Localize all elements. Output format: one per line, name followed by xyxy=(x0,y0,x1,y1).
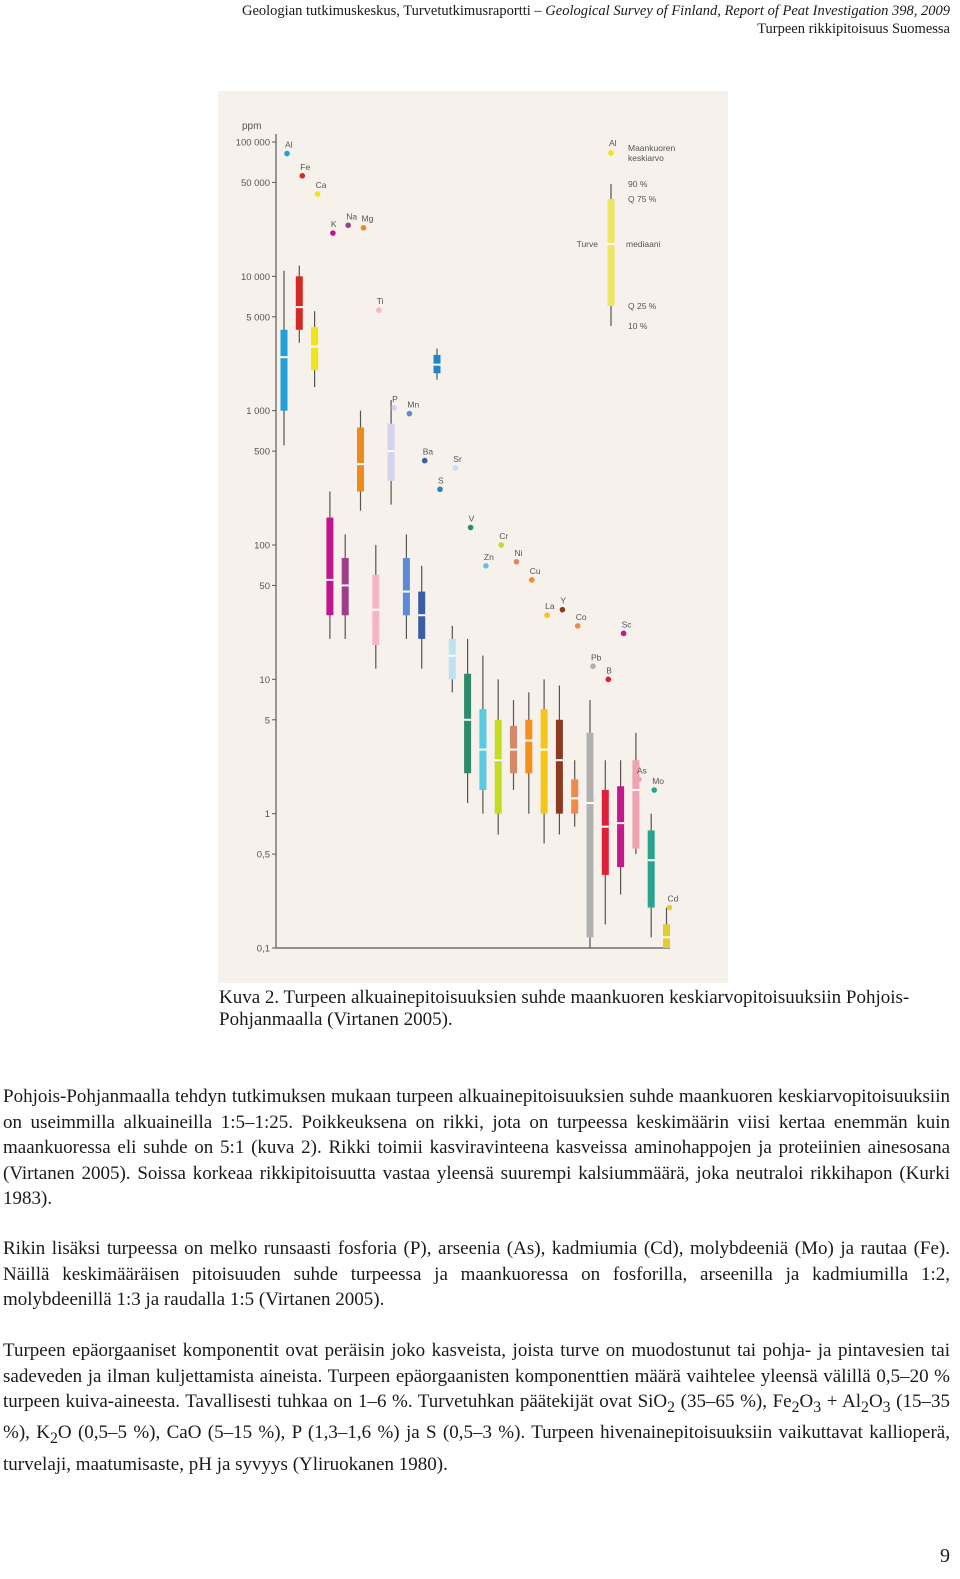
crust-average-dot xyxy=(376,307,382,313)
crust-average-dot xyxy=(498,542,504,548)
element-label: Al xyxy=(285,139,293,150)
element-label: S xyxy=(438,475,444,486)
y-tick-label: 50 000 xyxy=(240,177,270,189)
crust-average-dot xyxy=(575,623,581,629)
iqr-box xyxy=(403,558,410,615)
iqr-box xyxy=(464,674,471,773)
page-number: 9 xyxy=(940,1545,950,1567)
element-label: Fe xyxy=(300,161,311,172)
y-tick-label: 100 000 xyxy=(235,137,270,149)
legend-crust-label-2: keskiarvo xyxy=(628,153,664,163)
y-tick-label: 5 000 xyxy=(246,312,270,324)
crust-average-dot xyxy=(361,225,367,231)
y-tick-label: 500 xyxy=(254,446,270,458)
crust-average-dot xyxy=(422,458,428,464)
iqr-box xyxy=(571,779,578,813)
element-label: Pb xyxy=(591,652,602,663)
element-label: La xyxy=(545,601,555,612)
iqr-box xyxy=(449,639,456,679)
element-label: K xyxy=(330,219,337,230)
element-label: As xyxy=(636,765,647,776)
crust-average-dot xyxy=(330,230,336,236)
crust-average-dot xyxy=(483,563,489,569)
legend-median-label: mediaani xyxy=(626,239,661,249)
header-source-italic: Geological Survey of Finland, Report of Peat Investigation 398, 2009 xyxy=(545,3,950,19)
legend-crust-dot xyxy=(608,150,614,156)
element-label: Cu xyxy=(529,565,541,576)
crust-average-dot xyxy=(590,664,596,670)
crust-average-dot xyxy=(606,677,612,683)
element-label: Ni xyxy=(514,547,523,558)
crust-average-dot xyxy=(391,405,397,411)
iqr-box xyxy=(342,558,349,615)
element-label: Sr xyxy=(453,453,462,464)
crust-average-dot xyxy=(621,631,627,637)
legend-q25-label: Q 25 % xyxy=(628,301,657,311)
iqr-box xyxy=(296,276,303,329)
crust-average-dot xyxy=(437,486,443,492)
y-tick-label: 0,1 xyxy=(256,943,270,955)
body-paragraph-1: Pohjois-Pohjanmaalla tehdyn tutkimuksen mukaan turpeen alkuainepitoisuuksien suhde maankuoren keskiarvopitoisuuksiin on useimmilla alkuaineilla 1:5–1:25. Poikkeuksena on rikki, jota on turpeessa keskimäärin viisi kertaa enemmän kuin maankuoressa eli suhde on 5:1 (kuva 2). Rikki toimii kasviravinteena kasveissa aminohappojen ja proteiinien ainesosana (Virtanen 2005). Soissa korkeaa rikkipitoisuutta vastaa yleensä suurempi kalsiummäärä, joka neutraloi rikkihapon (Kurki 1983). xyxy=(3,1086,950,1209)
element-label: Na xyxy=(346,211,358,222)
element-label: Ba xyxy=(422,446,434,457)
element-label: B xyxy=(606,665,612,676)
crust-average-dot xyxy=(667,905,673,911)
y-tick-label: 5 xyxy=(264,715,270,727)
crust-average-dot xyxy=(407,411,413,417)
crust-average-dot xyxy=(560,607,566,613)
iqr-box xyxy=(388,424,395,481)
crust-average-dot xyxy=(529,577,535,583)
iqr-box xyxy=(281,330,288,411)
y-tick-label: 0,5 xyxy=(256,849,270,861)
crust-average-dot xyxy=(453,465,459,471)
element-label: Ti xyxy=(376,296,384,307)
legend-p90-label: 90 % xyxy=(628,179,648,189)
iqr-box xyxy=(525,720,532,773)
iqr-box xyxy=(602,790,609,875)
y-tick-label: 1 xyxy=(264,809,270,821)
element-label: Mg xyxy=(361,213,374,224)
header-source-plain: Geologian tutkimuskeskus, Turvetutkimusraportti – xyxy=(241,3,546,19)
element-label: Y xyxy=(560,595,567,606)
y-tick-label: 10 000 xyxy=(240,271,270,283)
element-label: V xyxy=(468,513,475,524)
element-label: P xyxy=(392,393,398,404)
iqr-box xyxy=(556,720,563,814)
element-label: Co xyxy=(575,611,587,622)
y-tick-label: 50 xyxy=(259,580,270,592)
legend-box xyxy=(608,199,615,306)
crust-average-dot xyxy=(544,612,550,618)
crust-average-dot xyxy=(284,151,290,157)
crust-average-dot xyxy=(514,559,520,565)
figure-caption: Kuva 2. Turpeen alkuainepitoisuuksien suhde maankuoren keskiarvopitoisuuksiin Pohjois-Pohjanmaalla (Virtanen 2005). xyxy=(219,987,910,1030)
crust-average-dot xyxy=(345,222,351,228)
legend-p10-label: 10 % xyxy=(628,321,648,331)
element-label: Cd xyxy=(667,893,679,904)
element-label: Zn xyxy=(483,551,494,562)
element-label: Mo xyxy=(652,776,665,787)
legend-series-label: Turve xyxy=(576,239,598,249)
element-label: Mn xyxy=(407,399,420,410)
element-label: Ca xyxy=(315,180,327,191)
crust-average-dot xyxy=(468,525,474,531)
element-label: Cr xyxy=(499,531,509,541)
iqr-box xyxy=(587,733,594,938)
crust-average-dot xyxy=(300,173,306,179)
y-tick-label: 100 xyxy=(254,540,270,552)
legend-q75-label: Q 75 % xyxy=(628,194,657,204)
running-header-title: Turpeen rikkipitoisuus Suomessa xyxy=(757,21,950,37)
legend-element-label: Al xyxy=(609,138,617,148)
y-axis-unit-label: ppm xyxy=(242,121,262,132)
iqr-box xyxy=(663,924,670,948)
iqr-box xyxy=(495,720,502,814)
crust-average-dot xyxy=(651,787,657,793)
crust-average-dot xyxy=(315,191,321,197)
body-paragraph-2: Rikin lisäksi turpeessa on melko runsaasti fosforia (P), arseenia (As), kadmiumia (Cd), molybdeeniä (Mo) ja rautaa (Fe). Näillä keskimääräisen pitoisuuden suhde turpeessa ja maankuoressa on fosforilla, arseenilla ja kadmiumilla 1:2, molybdeenillä 1:3 ja raudalla 1:5 (Virtanen 2005). xyxy=(3,1238,950,1310)
body-paragraph-3: Turpeen epäorgaaniset komponentit ovat peräisin joko kasveista, joista turve on muodostunut tai pohja- ja pintavesien tai sadeveden ja ilman kuljettamista aineista. Turpeen epäorgaanisten komponenttien määrä vaihtelee yleensä välillä 0,5–20 % turpeen kuiva-aineesta. Tavallisesti tuhkaa on 1–6 %. Turvetuhkan päätekijät ovat SiO$_2$ (35–65 %), $Fe_2O_3 + Al_2O_3$ (15–35 %), $K_2O$ (0,5–5 %), CaO (5–15 %), P (1,3–1,6 %) ja S (0,5–3 %). Turpeen hivenainepitoisuuksiin vaikuttavat kallioperä, turvelaji, maatumisaste, pH ja syvyys (Yliruokanen 1980). xyxy=(3,1340,951,1475)
iqr-box xyxy=(326,518,333,616)
iqr-box xyxy=(617,786,624,867)
element-concentration-chart xyxy=(218,91,728,983)
iqr-box xyxy=(648,830,655,907)
iqr-box xyxy=(541,709,548,814)
iqr-box xyxy=(311,327,318,370)
crust-average-dot xyxy=(636,777,642,783)
legend-crust-label: Maankuoren xyxy=(628,143,676,153)
element-label: Sc xyxy=(621,619,632,630)
y-tick-label: 1 000 xyxy=(246,406,270,418)
iqr-box xyxy=(357,427,364,491)
y-tick-label: 10 xyxy=(259,674,270,686)
